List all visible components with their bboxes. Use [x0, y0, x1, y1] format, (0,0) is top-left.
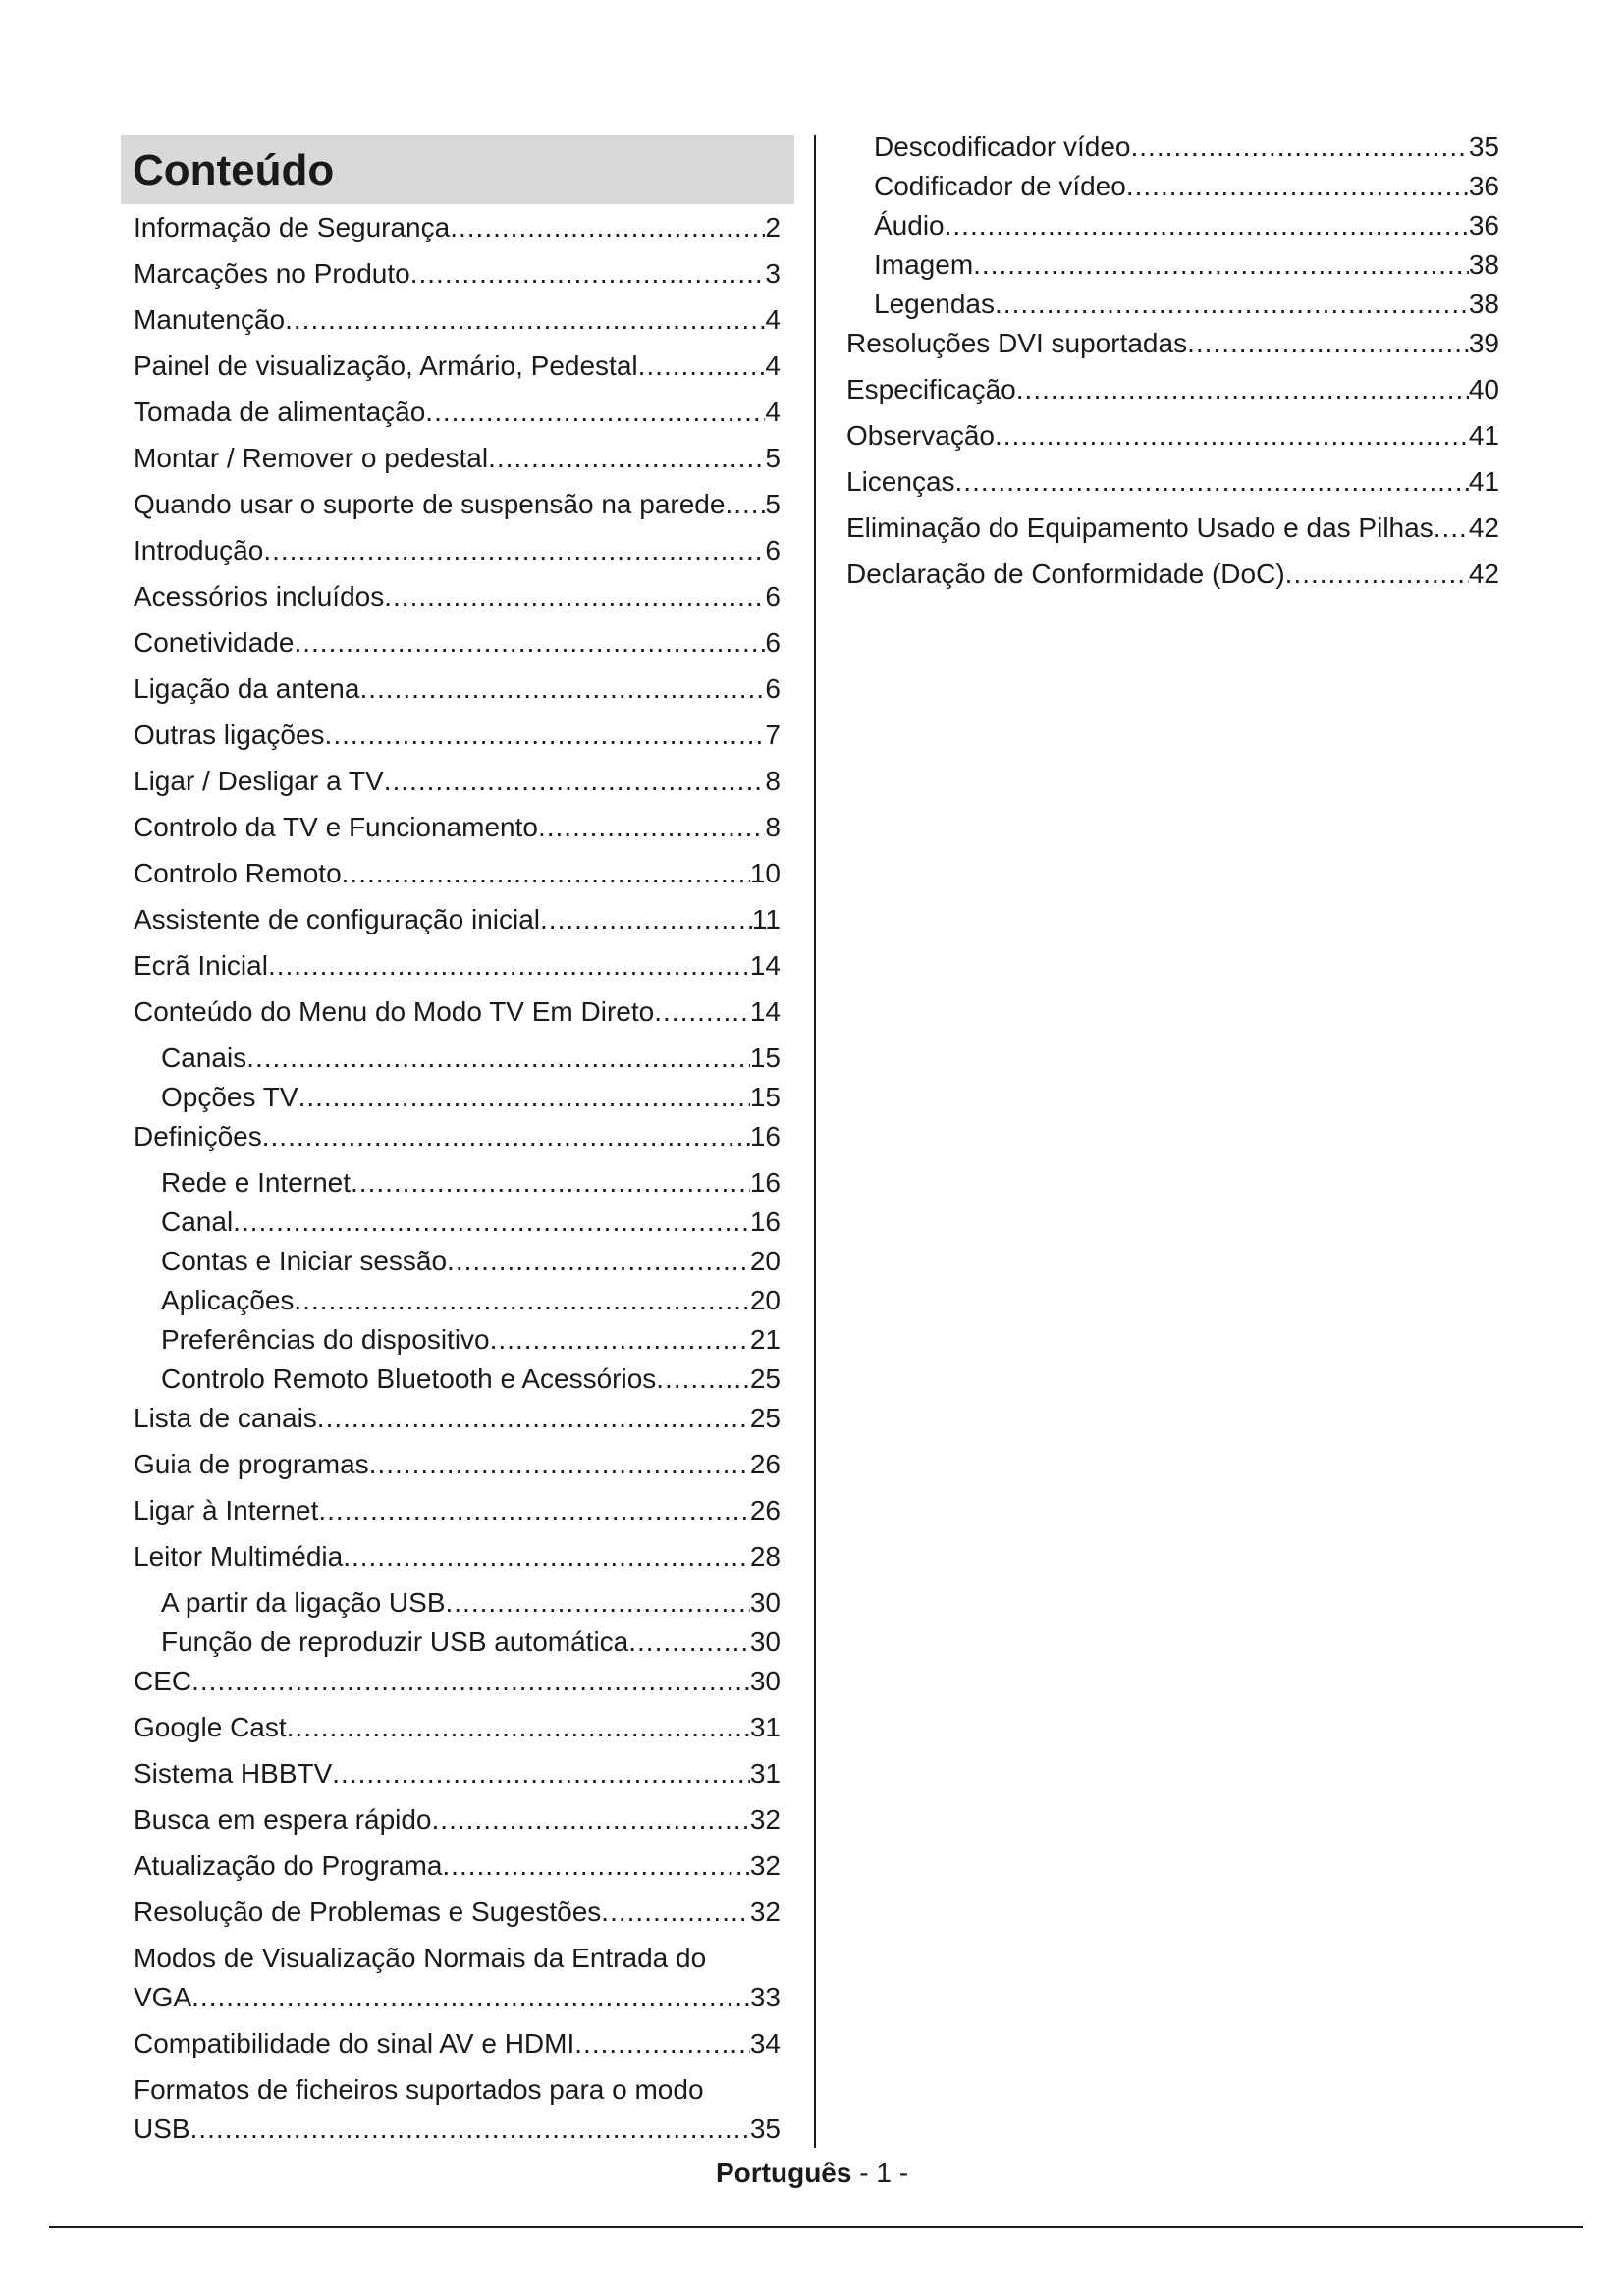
page-footer	[0, 2156, 1624, 2191]
dot-leader	[1285, 555, 1469, 594]
dot-leader	[191, 1662, 750, 1701]
toc-entry-label: USB	[134, 2113, 190, 2144]
toc-entry-page: 5	[765, 489, 781, 519]
toc-entry-label: Introdução	[134, 535, 264, 565]
toc-entry-label: Controlo Remoto Bluetooth e Acessórios	[161, 1363, 657, 1394]
toc-entry-label: Preferências do dispositivo	[161, 1324, 490, 1355]
toc-entry[interactable]	[134, 531, 781, 570]
toc-entry-label: Assistente de configuração inicial	[134, 904, 541, 934]
toc-entry[interactable]	[846, 167, 1499, 206]
footer-page-number: - 1 -	[851, 2158, 909, 2188]
toc-entry[interactable]	[846, 462, 1499, 502]
dot-leader	[359, 669, 765, 709]
toc-entry[interactable]	[134, 1583, 781, 1623]
toc-entry[interactable]	[134, 485, 781, 524]
toc-entry-label: Controlo da TV e Funcionamento	[134, 812, 538, 842]
toc-entry[interactable]	[846, 285, 1499, 324]
toc-entry[interactable]	[134, 623, 781, 663]
toc-entry[interactable]	[134, 992, 781, 1032]
dot-leader	[540, 900, 752, 939]
toc-entry[interactable]	[134, 762, 781, 801]
toc-entry-page: 28	[749, 1541, 781, 1572]
footer-language: Português	[715, 2158, 852, 2188]
footer-rule	[49, 2226, 1583, 2228]
toc-entry[interactable]	[134, 854, 781, 893]
toc-entry[interactable]	[134, 1537, 781, 1576]
dot-leader	[287, 1708, 750, 1747]
toc-entry[interactable]	[134, 946, 781, 986]
dot-leader	[725, 485, 765, 524]
dot-leader	[538, 808, 765, 847]
toc-entry[interactable]	[134, 1078, 781, 1117]
toc-entry[interactable]	[134, 1039, 781, 1078]
toc-entry-label: Rede e Internet	[161, 1167, 352, 1198]
toc-entry[interactable]	[134, 1202, 781, 1242]
toc-entry[interactable]	[134, 669, 781, 709]
toc-entry[interactable]	[134, 808, 781, 847]
toc-entry[interactable]	[134, 1939, 781, 2017]
toc-entry-label: Definições	[134, 1121, 262, 1151]
toc-entry-label: Áudio	[874, 210, 945, 240]
dot-leader	[1130, 128, 1468, 167]
toc-entry-page: 40	[1468, 374, 1499, 404]
toc-left-column	[134, 208, 781, 2156]
toc-entry-page: 41	[1468, 466, 1499, 497]
toc-entry-page: 31	[749, 1712, 781, 1742]
toc-entry-label: Imagem	[874, 249, 974, 280]
dot-leader	[973, 245, 1469, 285]
dot-leader	[190, 2109, 750, 2149]
toc-entry-label: Quando usar o suporte de suspensão na parede	[134, 489, 726, 519]
toc-entry-label: Ligar / Desligar a TV	[134, 766, 384, 796]
toc-entry-label: Ligar à Internet	[134, 1495, 319, 1525]
toc-entry-page: 32	[749, 1804, 781, 1835]
toc-entry-label: Ligação da antena	[134, 673, 360, 704]
toc-entry-label: Descodificador vídeo	[874, 132, 1131, 162]
dot-leader	[191, 1978, 750, 2017]
toc-entry-page: 16	[749, 1167, 781, 1198]
toc-entry-page: 32	[749, 1850, 781, 1881]
column-divider	[814, 135, 816, 2148]
dot-leader	[1016, 370, 1469, 409]
toc-entry-label: Tomada de alimentação	[134, 397, 426, 427]
toc-entry-page: 38	[1468, 249, 1499, 280]
toc-entry[interactable]	[134, 1491, 781, 1530]
dot-leader	[1187, 324, 1469, 363]
dot-leader	[318, 1491, 750, 1530]
toc-entry-page: 11	[751, 904, 781, 934]
dot-leader	[332, 1754, 750, 1793]
toc-entry-page: 30	[749, 1666, 781, 1696]
dot-leader	[369, 1445, 750, 1484]
toc-entry-page: 26	[749, 1495, 781, 1525]
toc-entry-label: Conteúdo do Menu do Modo TV Em Direto	[134, 996, 655, 1027]
dot-leader	[1434, 508, 1469, 548]
dot-leader	[638, 347, 766, 386]
toc-entry-page: 15	[749, 1042, 781, 1073]
toc-entry[interactable]	[134, 208, 781, 247]
toc-entry[interactable]	[134, 1163, 781, 1202]
toc-entry-label: Resolução de Problemas e Sugestões	[134, 1896, 602, 1927]
dot-leader	[343, 1537, 750, 1576]
toc-entry-page: 16	[749, 1121, 781, 1151]
toc-entry-label: Resoluções DVI suportadas	[846, 328, 1188, 358]
toc-entry-label: Contas e Iniciar sessão	[161, 1246, 448, 1276]
toc-entry[interactable]	[134, 1242, 781, 1281]
dot-leader	[263, 531, 765, 570]
toc-entry-label: Lista de canais	[134, 1403, 317, 1433]
toc-entry-page: 6	[765, 627, 781, 658]
toc-header	[121, 135, 794, 204]
toc-entry-label: Informação de Segurança	[134, 212, 451, 242]
toc-entry-label: Controlo Remoto	[134, 858, 342, 888]
toc-entry-page: 25	[749, 1403, 781, 1433]
toc-entry-page: 36	[1468, 210, 1499, 240]
toc-entry-page: 42	[1468, 559, 1499, 589]
toc-entry-label: Eliminação do Equipamento Usado e das Pilhas	[846, 512, 1434, 543]
toc-entry-label: Aplicações	[161, 1285, 295, 1315]
dot-leader	[1126, 167, 1469, 206]
toc-entry[interactable]	[846, 370, 1499, 409]
toc-entry-label: Canal	[161, 1206, 234, 1237]
dot-leader	[294, 1281, 749, 1320]
toc-entry[interactable]	[134, 1893, 781, 1932]
toc-entry[interactable]	[134, 2070, 781, 2149]
dot-leader	[410, 254, 766, 294]
toc-entry-label: CEC	[134, 1666, 192, 1696]
dot-leader	[262, 1117, 750, 1156]
dot-leader	[995, 285, 1469, 324]
toc-entry-page: 4	[765, 304, 781, 335]
toc-entry-label: Outras ligações	[134, 720, 325, 750]
toc-entry[interactable]	[134, 1399, 781, 1438]
toc-entry-label: Guia de programas	[134, 1449, 369, 1479]
toc-entry-page: 7	[765, 720, 781, 750]
toc-entry[interactable]	[134, 577, 781, 616]
toc-entry-page: 42	[1468, 512, 1499, 543]
toc-entry[interactable]	[134, 1754, 781, 1793]
toc-entry[interactable]	[134, 1662, 781, 1701]
dot-leader	[628, 1623, 750, 1662]
dot-leader	[268, 946, 750, 986]
dot-leader	[601, 1893, 750, 1932]
toc-entry-page: 41	[1468, 420, 1499, 451]
dot-leader	[294, 623, 765, 663]
toc-entry[interactable]	[134, 300, 781, 340]
toc-entry[interactable]	[134, 1117, 781, 1156]
toc-entry-label: Sistema HBBTV	[134, 1758, 333, 1789]
toc-entry-page: 14	[749, 950, 781, 981]
toc-entry-label: Google Cast	[134, 1712, 287, 1742]
toc-entry-label: Painel de visualização, Armário, Pedestal	[134, 350, 638, 381]
toc-entry-page: 30	[749, 1587, 781, 1618]
toc-entry-page: 6	[765, 673, 781, 704]
toc-entry-label: Acessórios incluídos	[134, 581, 385, 612]
dot-leader	[656, 1360, 750, 1399]
dot-leader	[490, 1320, 750, 1360]
toc-entry-page: 6	[765, 535, 781, 565]
toc-entry-page: 25	[749, 1363, 781, 1394]
toc-entry[interactable]	[846, 128, 1499, 167]
toc-entry[interactable]	[134, 393, 781, 432]
toc-entry-page: 30	[749, 1627, 781, 1657]
toc-entry-label: VGA	[134, 1982, 192, 2012]
toc-entry-page: 4	[765, 397, 781, 427]
toc-entry-page: 33	[749, 1982, 781, 2012]
toc-entry-page: 2	[765, 212, 781, 242]
toc-entry[interactable]	[846, 245, 1499, 285]
dot-leader	[654, 992, 750, 1032]
dot-leader	[233, 1202, 750, 1242]
toc-entry-page: 21	[749, 1324, 781, 1355]
toc-entry[interactable]	[846, 416, 1499, 455]
toc-entry-label: Canais	[161, 1042, 247, 1073]
toc-entry[interactable]	[134, 254, 781, 294]
toc-entry[interactable]	[846, 508, 1499, 548]
toc-entry-label: Atualização do Programa	[134, 1850, 443, 1881]
dot-leader	[574, 2024, 750, 2063]
toc-entry[interactable]	[134, 1623, 781, 1662]
toc-entry-label: Codificador de vídeo	[874, 171, 1126, 201]
toc-entry-label: Montar / Remover o pedestal	[134, 443, 489, 473]
toc-entry-page: 36	[1468, 171, 1499, 201]
toc-entry-label: Conetividade	[134, 627, 295, 658]
dot-leader	[325, 716, 766, 755]
dot-leader	[450, 208, 765, 247]
toc-entry-page: 35	[749, 2113, 781, 2144]
toc-entry[interactable]	[134, 900, 781, 939]
toc-entry-label: Ecrã Inicial	[134, 950, 268, 981]
dot-leader	[955, 462, 1469, 502]
toc-entry-page: 6	[765, 581, 781, 612]
toc-entry[interactable]	[134, 439, 781, 478]
toc-entry-page: 34	[749, 2028, 781, 2058]
toc-entry-label: Opções TV	[161, 1082, 298, 1112]
toc-entry-page: 8	[765, 812, 781, 842]
toc-entry[interactable]	[134, 716, 781, 755]
page-title: Conteúdo	[133, 146, 335, 194]
dot-leader	[945, 206, 1469, 245]
dot-leader	[432, 1800, 750, 1840]
toc-entry[interactable]	[846, 206, 1499, 245]
toc-entry-label: Declaração de Conformidade (DoC)	[846, 559, 1285, 589]
dot-leader	[285, 300, 765, 340]
toc-entry-label: Função de reproduzir USB automática	[161, 1627, 629, 1657]
dot-leader	[317, 1399, 750, 1438]
toc-right-column	[846, 128, 1499, 601]
toc-entry-page: 38	[1468, 289, 1499, 319]
dot-leader	[447, 1242, 750, 1281]
toc-entry-label: Manutenção	[134, 304, 286, 335]
toc-entry[interactable]	[134, 1320, 781, 1360]
dot-leader	[298, 1078, 750, 1117]
toc-entry[interactable]	[134, 1281, 781, 1320]
toc-entry[interactable]	[134, 1360, 781, 1399]
toc-entry[interactable]	[846, 324, 1499, 363]
toc-entry-label: Marcações no Produto	[134, 258, 410, 289]
toc-entry-label: Especificação	[846, 374, 1016, 404]
toc-entry-label: Legendas	[874, 289, 996, 319]
toc-entry-page: 15	[749, 1082, 781, 1112]
toc-entry[interactable]	[134, 1445, 781, 1484]
toc-entry-page: 5	[765, 443, 781, 473]
dot-leader	[995, 416, 1469, 455]
toc-entry-page: 35	[1468, 132, 1499, 162]
toc-entry-label: Modos de Visualização Normais da Entrada do	[134, 1943, 707, 1973]
toc-entry-page: 16	[749, 1206, 781, 1237]
toc-entry-page: 31	[749, 1758, 781, 1789]
toc-entry-label: A partir da ligação USB	[161, 1587, 446, 1618]
toc-entry-label: Busca em espera rápido	[134, 1804, 432, 1835]
toc-entry-label: Observação	[846, 420, 995, 451]
toc-entry-page: 39	[1468, 328, 1499, 358]
toc-entry-page: 10	[749, 858, 781, 888]
toc-entry-page: 26	[749, 1449, 781, 1479]
toc-entry-page: 8	[765, 766, 781, 796]
toc-entry-page: 4	[765, 350, 781, 381]
dot-leader	[384, 577, 765, 616]
toc-entry-label: Compatibilidade do sinal AV e HDMI	[134, 2028, 575, 2058]
toc-entry-label: Licenças	[846, 466, 955, 497]
dot-leader	[342, 854, 750, 893]
dot-leader	[246, 1039, 750, 1078]
toc-entry-label: Leitor Multimédia	[134, 1541, 344, 1572]
toc-entry-page: 3	[765, 258, 781, 289]
toc-entry[interactable]	[134, 1846, 781, 1886]
dot-leader	[446, 1583, 750, 1623]
toc-entry-page: 20	[749, 1246, 781, 1276]
toc-entry-label: Formatos de ficheiros suportados para o modo	[134, 2074, 704, 2105]
toc-entry[interactable]	[846, 555, 1499, 594]
dot-leader	[442, 1846, 749, 1886]
toc-entry-page: 14	[749, 996, 781, 1027]
dot-leader	[384, 762, 766, 801]
toc-entry[interactable]	[134, 2024, 781, 2063]
dot-leader	[351, 1163, 750, 1202]
toc-entry[interactable]	[134, 347, 781, 386]
toc-entry-page: 20	[749, 1285, 781, 1315]
toc-entry[interactable]	[134, 1708, 781, 1747]
dot-leader	[425, 393, 765, 432]
toc-entry-page: 32	[749, 1896, 781, 1927]
toc-entry[interactable]	[134, 1800, 781, 1840]
dot-leader	[488, 439, 765, 478]
